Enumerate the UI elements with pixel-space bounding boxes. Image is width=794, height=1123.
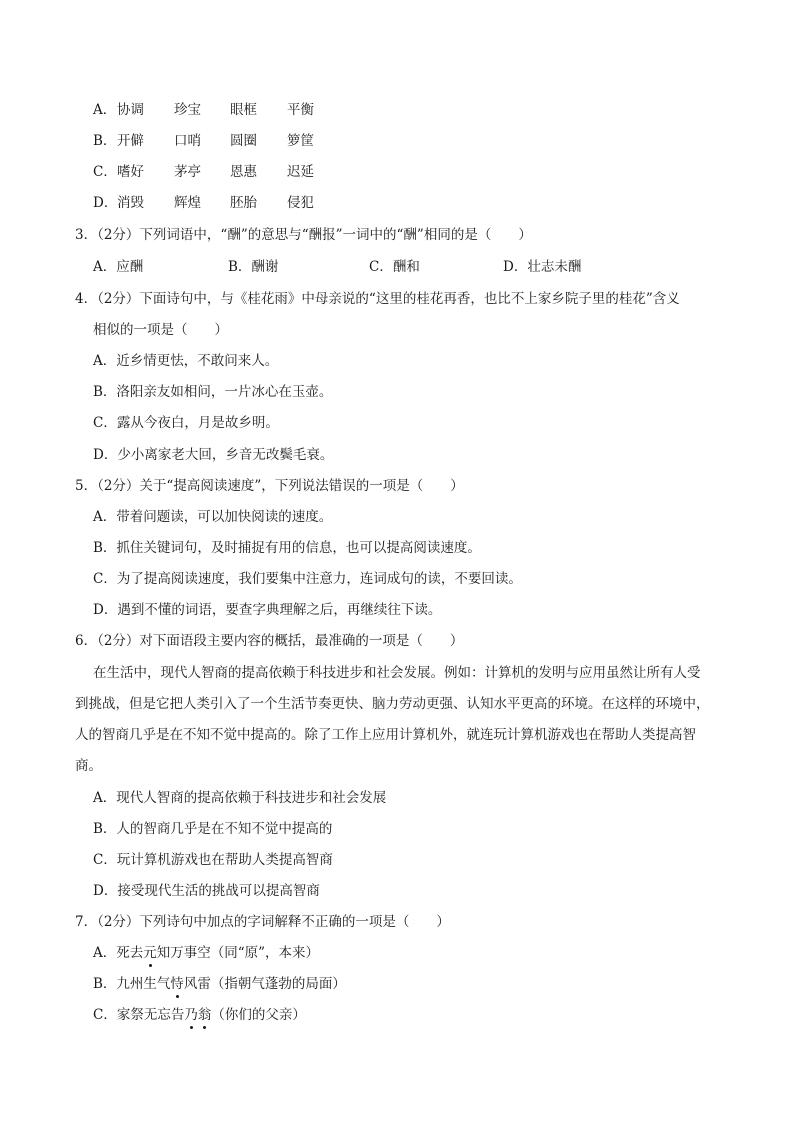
q6-passage-line: 在生活中，现代人智商的提高依赖于科技进步和社会发展。例如：计算机的发明与应用虽然让所有人受 [93,665,701,681]
q2-option-label: C． [93,164,117,180]
q7-option-text: 知万事空（同“原”，本来） [156,945,320,961]
q2-word: 平衡 [287,102,314,118]
q2-word: 迟延 [287,164,314,180]
q2-word: 茅亭 [174,164,201,180]
q7-dotted-char: 翁 [197,1007,212,1023]
q6-stem: 6．（2分）对下面语段主要内容的概括，最准确的一项是（ ） [75,633,464,649]
q5-stem: 5．（2分）关于“提高阅读速度”，下列说法错误的一项是（ ） [75,478,464,494]
q2-word: 侵犯 [287,195,314,211]
q7-dotted-word: 元 [143,945,157,961]
q2-word: 圆圈 [230,133,257,149]
q2-word: 箩筐 [287,133,314,149]
q7-option-a [93,944,319,962]
q6-option-b: B．人的智商几乎是在不知不觉中提高的 [93,821,333,837]
q7-option-b [93,975,346,993]
q2-word: 辉煌 [174,195,201,211]
q3-option-b: B．酬谢 [228,259,279,275]
q5-option-b: B．抓住关键词句，及时捕捉有用的信息，也可以提高阅读速度。 [93,540,481,556]
q7-option-text: A．死去 [93,945,144,961]
q4-option-b: B．洛阳亲友如相问，一片冰心在玉壶。 [93,384,333,400]
q2-word: 嗜好 [117,164,144,180]
q6-passage-line: 人的智商几乎是在不知不觉中提高的。除了工作上应用计算机外，就连玩计算机游戏也在帮助人类提高智 [75,727,696,743]
q2-option-label: B． [93,133,117,149]
q3-option-d: D．壮志未酬 [503,259,582,275]
q7-option-text: 风雷（指朝气蓬勃的局面） [183,976,346,992]
q4-option-d: D．少小离家老大回，乡音无改鬓毛衰。 [93,447,334,463]
q5-option-c: C．为了提高阅读速度，我们要集中注意力，连词成句的读，不要回读。 [93,571,522,587]
q7-option-text: B．九州生气 [93,976,171,992]
q7-option-c [93,1006,306,1024]
q5-option-a: A．带着问题读，可以加快阅读的速度。 [93,509,333,525]
q4-stem-line1: 4．（2分）下面诗句中，与《桂花雨》中母亲说的“这里的桂花再香，也比不上家乡院子里的桂花”含义 [75,291,680,307]
q7-stem: 7．（2分）下列诗句中加点的字词解释不正确的一项是（ ） [75,914,450,930]
q3-option-a: A．应酬 [93,259,144,275]
q2-word: 眼框 [230,102,257,118]
q4-option-a: A．近乡情更怯，不敢问来人。 [93,353,279,369]
q6-passage-line: 到挑战，但是它把人类引入了一个生活节奏更快、脑力劳动更强、认知水平更高的环境。在这样的环境中， [75,696,710,712]
q7-option-text: C．家祭无忘告 [93,1007,185,1023]
q2-word: 珍宝 [174,102,201,118]
q6-option-d: D．接受现代生活的挑战可以提高智商 [93,883,320,899]
q2-word: 消毁 [117,195,144,211]
q2-word: 恩惠 [230,164,257,180]
q7-dotted-word: 恃 [170,976,184,992]
q4-stem-line2: 相似的一项是（ ） [93,322,228,338]
q7-dotted-char: 乃 [184,1007,198,1023]
q2-option-label: D． [93,195,118,211]
q4-option-c: C．露从今夜白，月是故乡明。 [93,415,279,431]
q3-options [93,258,613,276]
q7-dotted-word [184,1007,211,1023]
q7-option-text: （你们的父亲） [211,1007,306,1023]
q6-option-c: C．玩计算机游戏也在帮助人类提高智商 [93,852,333,868]
q6-passage-line: 商。 [75,758,102,774]
q2-word: 协调 [117,102,144,118]
q3-option-c: C．酬和 [369,259,420,275]
q2-word: 口哨 [174,133,201,149]
q5-option-d: D．遇到不懂的词语，要查字典理解之后，再继续往下读。 [93,602,442,618]
q3-stem: 3．（2分）下列词语中，“酬”的意思与“酬报”一词中的“酬”相同的是（ ） [75,227,532,243]
q2-word: 开僻 [117,133,144,149]
q6-option-a: A．现代人智商的提高依赖于科技进步和社会发展 [93,790,387,806]
q2-option-label: A． [93,102,117,118]
q2-word: 胚胎 [230,195,257,211]
